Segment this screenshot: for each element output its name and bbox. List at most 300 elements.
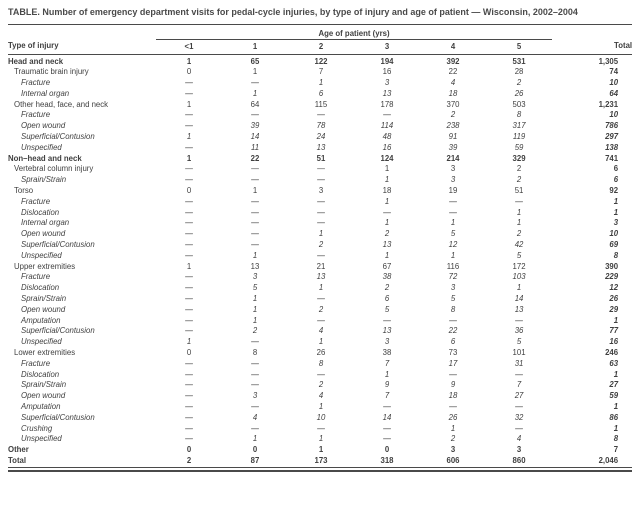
cell-value: 1 [252,67,258,77]
row-label: Dislocation [21,207,60,217]
cell-value: — [251,110,259,120]
row-label: Superficial/Contusion [21,412,95,422]
cell-value: 2 [516,78,522,88]
age-col-header: 1 [222,39,288,54]
cell-total: 64 [609,88,619,98]
cell-value: 1 [450,218,456,228]
cell-value: 22 [448,326,458,336]
cell-value: 9 [384,380,390,390]
cell-value: — [185,326,193,336]
cell-value: 122 [314,56,328,66]
cell-value: 39 [250,121,260,131]
row-label: Head and neck [8,56,64,66]
cell-total: 1,305 [598,56,619,66]
cell-value: — [251,337,259,347]
cell-value: 4 [450,78,456,88]
cell-value: — [185,88,193,98]
cell-value: — [317,218,325,228]
cell-value: 370 [446,99,460,109]
cell-value: — [185,229,193,239]
cell-value: 14 [382,412,392,422]
cell-value: 10 [316,412,326,422]
bottom-rule [8,470,632,472]
cell-total: 10 [609,78,619,88]
cell-value: — [185,358,193,368]
row-label: Sprain/Strain [21,294,67,304]
cell-value: 91 [448,132,458,142]
cell-value: 5 [450,294,456,304]
table-row [8,413,632,424]
table-row [8,143,632,154]
cell-value: — [185,423,193,433]
table-row [8,283,632,294]
cell-value: 13 [250,261,260,271]
cell-value: 6 [384,294,390,304]
table-row [8,164,632,175]
cell-value: 18 [448,391,458,401]
cell-value: 11 [250,142,260,152]
cell-value: 42 [514,240,524,250]
cell-value: — [185,434,193,444]
row-label: Lower extremities [14,348,76,358]
cell-value: 1 [186,56,192,66]
table-row [8,218,632,229]
cell-value: 115 [314,99,328,109]
cell-value: 7 [516,380,522,390]
row-label: Open wound [21,121,66,131]
cell-value: 2 [516,164,522,174]
cell-value: 4 [516,434,522,444]
cell-value: 101 [512,348,526,358]
cell-value: — [251,218,259,228]
row-label: Superficial/Contusion [21,240,95,250]
cell-value: 1 [318,402,324,411]
row-label: Dislocation [21,369,60,379]
cell-value: — [317,250,325,260]
row-label: Crushing [21,423,53,433]
table-row [8,251,632,262]
row-label: Amputation [21,315,61,325]
cell-value: 26 [448,412,458,422]
cell-value: — [185,110,193,120]
table-row [8,434,632,445]
cell-value: — [185,294,193,304]
cell-value: 1 [318,283,324,293]
cell-value: — [515,315,523,325]
cell-value: 0 [186,67,192,77]
cell-value: 7 [318,67,324,77]
age-col-header: 4 [420,39,486,54]
cell-value: — [185,283,193,293]
type-of-injury-header: Type of injury [8,39,156,54]
cell-value: 13 [514,304,524,314]
table-row [8,175,632,186]
cell-total: 786 [605,121,619,131]
cell-value: — [317,315,325,325]
cell-value: — [185,164,193,174]
cell-total: 3 [613,218,619,228]
cell-value: 860 [512,455,526,465]
cell-value: 1 [450,423,456,433]
row-label: Total [8,455,27,465]
cell-value: 27 [514,391,524,401]
table-row [8,121,632,132]
cell-total: 10 [609,110,619,120]
cell-value: 2 [450,110,456,120]
table-row [8,154,632,165]
cell-value: 317 [512,121,526,131]
cell-total: 1 [613,315,619,325]
table-row [8,326,632,337]
cell-value: 2 [516,175,522,185]
cell-value: 318 [380,455,394,465]
cell-value: 194 [380,56,394,66]
cell-total: 1 [613,207,619,217]
cell-value: — [185,391,193,401]
cell-value: 7 [384,391,390,401]
cell-total: 1 [613,423,619,433]
cell-value: 172 [512,261,526,271]
cell-value: 0 [384,445,390,455]
table-row [8,208,632,219]
row-label: Sprain/Strain [21,380,67,390]
cell-value: 21 [316,261,326,271]
cell-value: — [185,142,193,152]
cell-value: — [317,110,325,120]
cell-value: — [515,369,523,379]
total-header: Total [552,39,632,54]
cell-value: — [251,175,259,185]
cell-total: 1,231 [598,99,619,109]
table-row [8,197,632,208]
cell-value: 5 [516,337,522,347]
cell-value: 48 [382,132,392,142]
cell-value: 6 [450,337,456,347]
cell-total: 8 [613,250,619,260]
cell-value: 8 [450,304,456,314]
cell-total: 246 [605,348,619,358]
cell-value: 24 [316,132,326,142]
table-row [8,67,632,78]
cell-value: 5 [450,229,456,239]
cell-value: 51 [514,186,524,196]
cell-value: 1 [384,218,390,228]
cell-value: 2 [516,229,522,239]
cell-value: 1 [252,186,258,196]
cell-value: 1 [318,445,324,455]
cell-value: — [251,402,259,411]
cell-value: — [515,423,523,433]
cell-value: 238 [446,121,460,131]
cell-value: 8 [318,358,324,368]
ed-visits-table [8,24,632,468]
table-row [8,348,632,359]
table-row [8,445,632,456]
cell-value: 1 [252,304,258,314]
cell-value: — [251,78,259,88]
cell-value: 9 [450,380,456,390]
cell-value: — [317,196,325,206]
cell-total: 69 [609,240,619,250]
cell-value: 3 [252,272,258,282]
row-label: Superficial/Contusion [21,326,95,336]
cell-total: 16 [609,337,619,347]
cell-value: 13 [382,240,392,250]
table-row [8,229,632,240]
cell-value: 1 [252,88,258,98]
cell-value: 0 [186,445,192,455]
cell-value: 13 [382,88,392,98]
cell-value: 5 [252,283,258,293]
cell-value: 2 [384,283,390,293]
age-col-header: 2 [288,39,354,54]
cell-value: — [317,207,325,217]
table-row [8,100,632,111]
row-label: Other [8,445,29,455]
cell-value: 3 [318,186,324,196]
cell-value: 2 [384,229,390,239]
table-row [8,132,632,143]
row-label: Open wound [21,229,66,239]
cell-total: 1 [613,196,619,206]
cell-value: — [449,196,457,206]
cell-total: 2,046 [598,455,619,465]
cell-value: 1 [384,164,390,174]
cell-value: 173 [314,455,328,465]
cell-value: 178 [380,99,394,109]
cell-value: — [251,240,259,250]
cell-value: 1 [384,369,390,379]
cell-value: 119 [512,132,526,142]
cell-value: — [251,380,259,390]
cell-value: — [185,380,193,390]
cell-value: — [251,229,259,239]
cell-total: 74 [609,67,619,77]
cell-value: — [185,272,193,282]
cell-value: 1 [186,261,192,271]
cell-value: 2 [318,240,324,250]
cell-value: 19 [448,186,458,196]
row-label: Sprain/Strain [21,175,67,185]
cell-value: 87 [250,455,260,465]
cell-value: 2 [252,326,258,336]
row-label: Unspecified [21,337,62,347]
table-row [8,272,632,283]
cell-value: 1 [516,207,522,217]
cell-value: — [317,369,325,379]
table-body [8,54,632,467]
cell-value: — [383,110,391,120]
row-label: Fracture [21,110,51,120]
cell-value: — [185,196,193,206]
age-group-header: Age of patient (yrs) [156,24,552,39]
cell-value: 3 [450,175,456,185]
cell-value: — [185,315,193,325]
cell-value: — [515,196,523,206]
row-label: Dislocation [21,283,60,293]
cell-value: 2 [318,380,324,390]
cell-value: 32 [514,412,524,422]
cell-value: — [251,164,259,174]
table-row [8,262,632,273]
cell-value: 0 [252,445,258,455]
cell-total: 297 [605,132,619,142]
table-row [8,89,632,100]
cell-value: 1 [318,78,324,88]
cell-total: 7 [613,445,619,455]
table-row [8,370,632,381]
cell-value: — [317,175,325,185]
cell-value: 22 [448,67,458,77]
cell-value: 0 [186,348,192,358]
cell-value: 17 [448,358,458,368]
cell-value: 26 [316,348,326,358]
cell-value: — [383,315,391,325]
cell-total: 29 [609,304,619,314]
row-label: Internal organ [21,218,70,228]
cell-value: — [317,164,325,174]
cell-value: 2 [450,434,456,444]
cell-total: 8 [613,434,619,444]
cell-value: 59 [514,142,524,152]
row-label: Traumatic brain injury [14,67,89,77]
cell-value: 3 [384,337,390,347]
cell-value: — [449,402,457,411]
cell-value: — [185,369,193,379]
cell-value: — [251,358,259,368]
cell-total: 77 [609,326,619,336]
cell-value: 3 [450,164,456,174]
row-label: Vertebral column injury [14,164,94,174]
table-row [8,402,632,413]
cell-value: — [515,402,523,411]
cell-value: 3 [450,445,456,455]
table-row [8,294,632,305]
cell-value: — [185,175,193,185]
cell-total: 10 [609,229,619,239]
cell-value: — [251,369,259,379]
cell-value: 73 [448,348,458,358]
table-row [8,337,632,348]
cell-total: 6 [613,164,619,174]
cell-total: 26 [609,294,619,304]
cell-value: — [383,434,391,444]
cell-value: 7 [384,358,390,368]
cell-value: 31 [514,358,524,368]
row-label: Unspecified [21,250,62,260]
cell-value: 26 [514,88,524,98]
cell-value: 114 [380,121,394,131]
cell-value: — [185,412,193,422]
cell-value: 531 [512,56,526,66]
cell-value: 214 [446,153,460,163]
cell-value: 606 [446,455,460,465]
cell-value: 1 [384,196,390,206]
row-label: Amputation [21,402,61,411]
cell-total: 59 [609,391,619,401]
cell-value: 16 [382,142,392,152]
cell-value: 36 [514,326,524,336]
cell-value: 1 [186,337,192,347]
cell-total: 63 [609,358,619,368]
age-col-header: <1 [156,39,222,54]
cell-value: 1 [318,434,324,444]
cell-total: 1 [613,402,619,411]
cell-total: 27 [609,380,619,390]
cell-value: — [185,250,193,260]
cell-value: 1 [186,99,192,109]
cell-total: 1 [613,369,619,379]
cell-value: 1 [252,434,258,444]
row-label: Unspecified [21,434,62,444]
cell-value: — [449,207,457,217]
table-row [8,305,632,316]
cell-value: 28 [514,67,524,77]
spacer-cell [552,24,632,39]
table-row [8,359,632,370]
row-label: Superficial/Contusion [21,132,95,142]
cell-value: — [185,121,193,131]
column-header-row [8,39,632,54]
cell-value: — [251,196,259,206]
cell-value: 22 [250,153,260,163]
row-label: Open wound [21,391,66,401]
cell-value: 1 [252,294,258,304]
cell-value: 13 [316,272,326,282]
row-label: Internal organ [21,88,70,98]
cell-value: 8 [516,110,522,120]
cell-value: 1 [384,175,390,185]
table-row [8,391,632,402]
cell-value: — [449,369,457,379]
cell-value: 4 [318,391,324,401]
cell-value: 4 [318,326,324,336]
row-label: Open wound [21,304,66,314]
cell-total: 6 [613,175,619,185]
cell-value: — [185,304,193,314]
cell-value: 78 [316,121,326,131]
cell-value: 3 [450,283,456,293]
row-label: Fracture [21,196,51,206]
row-label: Torso [14,186,34,196]
cell-value: 392 [446,56,460,66]
row-label: Fracture [21,78,51,88]
row-label: Other head, face, and neck [14,99,109,109]
cell-value: 1 [516,283,522,293]
cell-value: — [185,240,193,250]
cell-value: — [449,315,457,325]
table-row [8,424,632,435]
cell-value: 18 [448,88,458,98]
cell-value: 6 [318,88,324,98]
cell-value: 0 [186,186,192,196]
cell-value: 1 [318,229,324,239]
cell-value: 5 [384,304,390,314]
cell-total: 229 [605,272,619,282]
table-title: TABLE. Number of emergency department visits for pedal-cycle injuries, by type of injury and age of patient — Wisconsin, 2002–2004 [8,7,578,17]
cell-value: — [251,423,259,433]
cell-value: 1 [516,218,522,228]
cell-value: 103 [512,272,526,282]
row-label: Unspecified [21,142,62,152]
cell-value: 3 [384,78,390,88]
cell-value: — [251,207,259,217]
cell-value: — [383,423,391,433]
table-row [8,316,632,327]
cell-total: 138 [605,142,619,152]
table-row [8,78,632,89]
cell-value: 329 [512,153,526,163]
